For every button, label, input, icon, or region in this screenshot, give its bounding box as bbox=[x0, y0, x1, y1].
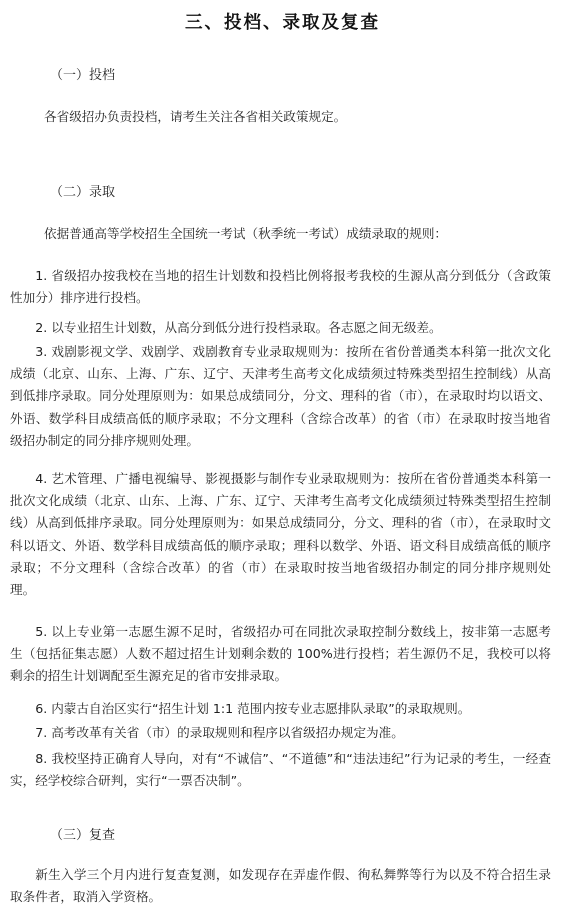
rule-item-1: 1. 省级招办按我校在当地的招生计划数和投档比例将报考我校的生源从高分到低分（含政策性加分）排序进行投档。 bbox=[10, 268, 551, 306]
rule-item-2: 2. 以专业招生计划数，从高分到低分进行投档录取。各志愿之间无级差。 bbox=[35, 320, 442, 335]
section-heading-lu-qu: （二）录取 bbox=[50, 185, 116, 200]
tou-dang-paragraph: 各省级招办负责投档，请考生关注各省相关政策规定。 bbox=[44, 109, 347, 124]
section-heading-fu-cha: （三）复查 bbox=[50, 828, 116, 843]
lu-qu-intro: 依据普通高等学校招生全国统一考试（秋季统一考试）成绩录取的规则： bbox=[44, 226, 447, 241]
rule-item-8: 8. 我校坚持正确育人导向，对有“不诚信”、“不道德”和“违法违纪”行为记录的考生，一经查实，经学校综合研判，实行“一票否决制”。 bbox=[10, 751, 551, 789]
rule-item-3: 3. 戏剧影视文学、戏剧学、戏剧教育专业录取规则为：按所在省份普通类本科第一批次文化成绩（北京、山东、上海、广东、辽宁、天津考生高考文化成绩须过特殊类型招生控制线）从高到低排序录取。同分处理原则为：如果总成绩同分，分文、理科的省（市），在录取时均以语文、外语、数学科目成绩高低的顺序录取；不分文理科（含综合改革）的省（市）在录取时按当地省级招办制定的同分排序规则处理。 bbox=[10, 344, 551, 448]
rule-item-5: 5. 以上专业第一志愿生源不足时，省级招办可在同批次录取控制分数线上，按非第一志愿考生（包括征集志愿）人数不超过招生计划剩余数的 100%进行投档；若生源仍不足，我校可以将剩余的招生计划调配至生源充足的省市安排录取。 bbox=[10, 624, 551, 684]
rule-item-4: 4. 艺术管理、广播电视编导、影视摄影与制作专业录取规则为：按所在省份普通类本科第一批次文化成绩（北京、山东、上海、广东、辽宁、天津考生高考文化成绩须过特殊类型招生控制线）从高到低排序录取。同分处理原则为：如果总成绩同分，分文、理科的省（市），在录取时文科以语文、外语、数学科目成绩高低的顺序录取；理科以数学、外语、语文科目成绩高低的顺序录取；不分文理科（含综合改革）的省（市）在录取时按当地省级招办制定的同分排序规则处理。 bbox=[10, 471, 551, 598]
section-heading-tou-dang: （一）投档 bbox=[50, 68, 116, 83]
rule-item-6: 6. 内蒙古自治区实行“招生计划 1:1 范围内按专业志愿排队录取”的录取规则。 bbox=[35, 701, 471, 716]
rule-item-7: 7. 高考改革有关省（市）的录取规则和程序以省级招办规定为准。 bbox=[35, 725, 404, 740]
page-title: 三、投档、录取及复查 bbox=[185, 13, 380, 33]
fu-cha-paragraph: 新生入学三个月内进行复查复测，如发现存在弄虚作假、徇私舞弊等行为以及不符合招生录取条件者，取消入学资格。 bbox=[10, 867, 551, 905]
